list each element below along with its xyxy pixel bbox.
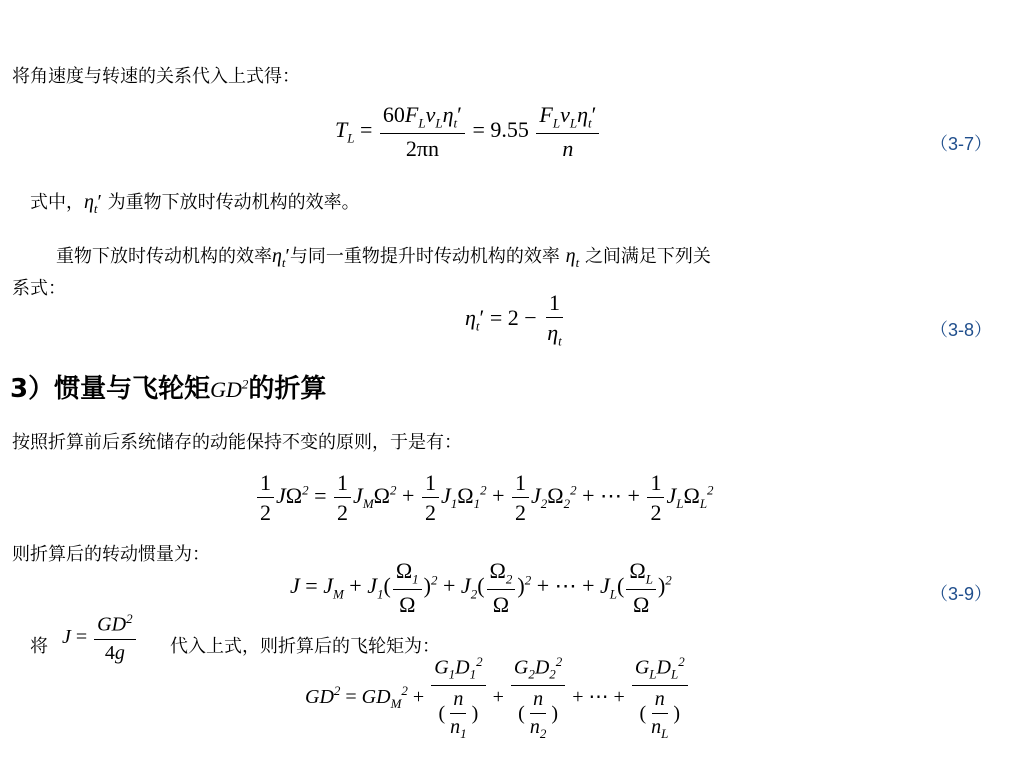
intro-line: 将角速度与转速的关系代入上式得：	[12, 66, 300, 87]
substitute-line: 将	[30, 636, 48, 657]
relation-line: 重物下放时传动机构的效率$\eta_t'$与同一重物提升时传动机构的效率 $\eta_t$ 之间满足下列关	[56, 245, 711, 270]
equation-number-3-8: （3-8）	[930, 320, 993, 340]
equation-3-7: $T_L$ = $\frac{60F_Lv_L\eta_t'}{2\pi n}$ = 9.55 $\frac{F_Lv_L\eta_t'}{n}$	[335, 102, 601, 162]
flywheel-equation: $GD^2 = GD_M^2$ + $G_1D_1^2$ ( $\frac{n}{n_1}$ ) + $G_2D_2^2$ ( $\frac{n}{n_2}$ ) + ⋯ + $G_LD_L^2$ ( $\frac{n}{n_L}$ )	[305, 655, 690, 742]
relation-line-cont: 系式：	[12, 278, 66, 299]
eta-note: 式中，$\eta_t'$ 为重物下放时传动机构的效率。	[30, 191, 360, 216]
inertia-line: 则折算后的转动惯量为：	[12, 544, 210, 565]
equation-3-8: $\eta_t' = 2$ − $\frac{1}{\eta_t}$	[465, 290, 562, 349]
j-gd-relation: J = $\frac{GD^2}{4g}$	[62, 612, 138, 665]
substitute-line-post: 代入上式，则折算后的飞轮矩为：	[170, 636, 440, 657]
equation-3-9: $J = J_M + J_1$( $\frac{\Omega_1}{\Omega}$ )$^2 + J_2$( $\frac{\Omega_2}{\Omega}$ )$^2$ + ⋯ + $J_L$( $\frac{\Omega_L}{\Omega}$ )$^2$	[290, 558, 672, 618]
section-heading: 3）惯量与飞轮矩$GD^2$的折算	[10, 374, 327, 404]
energy-line: 按照折算前后系统储存的动能保持不变的原则，于是有：	[12, 432, 462, 453]
kinetic-energy-equation: $\frac{1}{2}$ $J\Omega^2$ = $\frac{1}{2}$ $J_M\Omega^2$ + $\frac{1}{2}$ $J_1\Omega_1^2$ + $\frac{1}{2}$ $J_2\Omega_2^2$ + ⋯ + $\frac{1}{2}$ $J_L\Omega_L^2$	[255, 470, 714, 526]
equation-number-3-9: （3-9）	[930, 584, 993, 604]
equation-number-3-7: （3-7）	[930, 134, 993, 154]
